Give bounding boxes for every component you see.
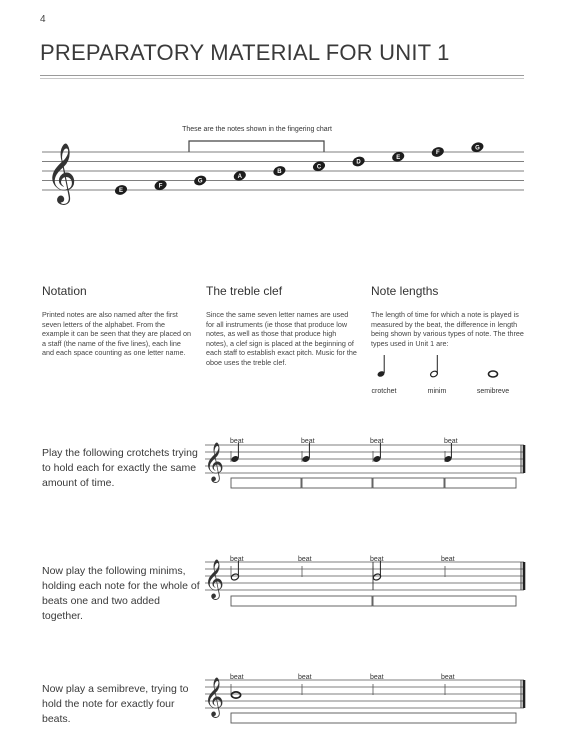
staff-lines	[205, 680, 524, 708]
note-letter-label: D	[356, 159, 361, 166]
note-lengths-body: The length of time for which a note is played is measured by the beat, the difference in length being shown by various types of note. The three types used in Unit 1 are:	[371, 310, 524, 348]
note-letter-label: E	[118, 188, 124, 195]
beat-label: beat	[370, 674, 384, 681]
note-lengths-heading: Note lengths	[371, 284, 439, 298]
notation-body: Printed notes are also named after the first seven letters of the alphabet. From the example it can be seen that they are placed on a staff (the name of the five lines), each line and each space counting as one letter name.	[42, 310, 192, 358]
treble-clef-icon: 𝄞	[46, 143, 77, 203]
note-letter-label: B	[277, 169, 282, 176]
treble-clef-body: Since the same seven letter names are used for all instruments (ie those that produce low notes, as well as those that produce high notes), a clef sign is placed at the beginning of each staff to establish exact pitch. Music for the oboe uses the treble clef.	[206, 310, 357, 367]
note-letter-label: E	[396, 154, 401, 161]
beat-label: beat	[370, 556, 384, 563]
note-letter-label: G	[475, 145, 480, 152]
beat-label: beat	[301, 438, 315, 445]
note-letter-label: A	[237, 173, 242, 180]
beat-label: beat	[444, 438, 458, 445]
treble-clef-icon: 𝄞	[204, 442, 225, 482]
note-letter-label: G	[197, 178, 203, 185]
note-letter-label: F	[158, 183, 163, 190]
fingering-chart-caption: These are the notes shown in the fingering chart	[182, 126, 332, 133]
beat-label: beat	[230, 556, 244, 563]
minim-label: minim	[427, 388, 447, 395]
beat-label: beat	[441, 674, 455, 681]
note-letter-label: C	[316, 164, 322, 171]
notation-heading: Notation	[42, 284, 87, 298]
beat-label: beat	[298, 674, 312, 681]
beat-label: beat	[230, 438, 244, 445]
beat-duration-box	[231, 713, 516, 723]
semibreve-label: semibreve	[476, 388, 510, 395]
treble-clef-icon: 𝄞	[204, 677, 225, 717]
exercise-3-instruction: Now play a semibreve, trying to hold the note for exactly four beats.	[42, 683, 189, 725]
beat-label: beat	[370, 438, 384, 445]
page-title: PREPARATORY MATERIAL FOR UNIT 1	[40, 40, 450, 65]
exercise-2-instruction: Now play the following minims, holding each note for the whole of beats one and two added together.	[42, 565, 200, 622]
beat-label: beat	[230, 674, 244, 681]
exercise-1-instruction: Play the following crotchets trying to hold each for exactly the same amount of time.	[42, 447, 198, 489]
treble-clef-heading: The treble clef	[206, 284, 283, 298]
beat-label: beat	[298, 556, 312, 563]
note-letter-label: F	[435, 150, 440, 157]
beat-label: beat	[441, 556, 455, 563]
crotchet-label: crotchet	[371, 388, 397, 395]
treble-clef-icon: 𝄞	[204, 559, 225, 599]
page-number: 4	[40, 14, 46, 25]
semibreve-note	[231, 692, 240, 698]
